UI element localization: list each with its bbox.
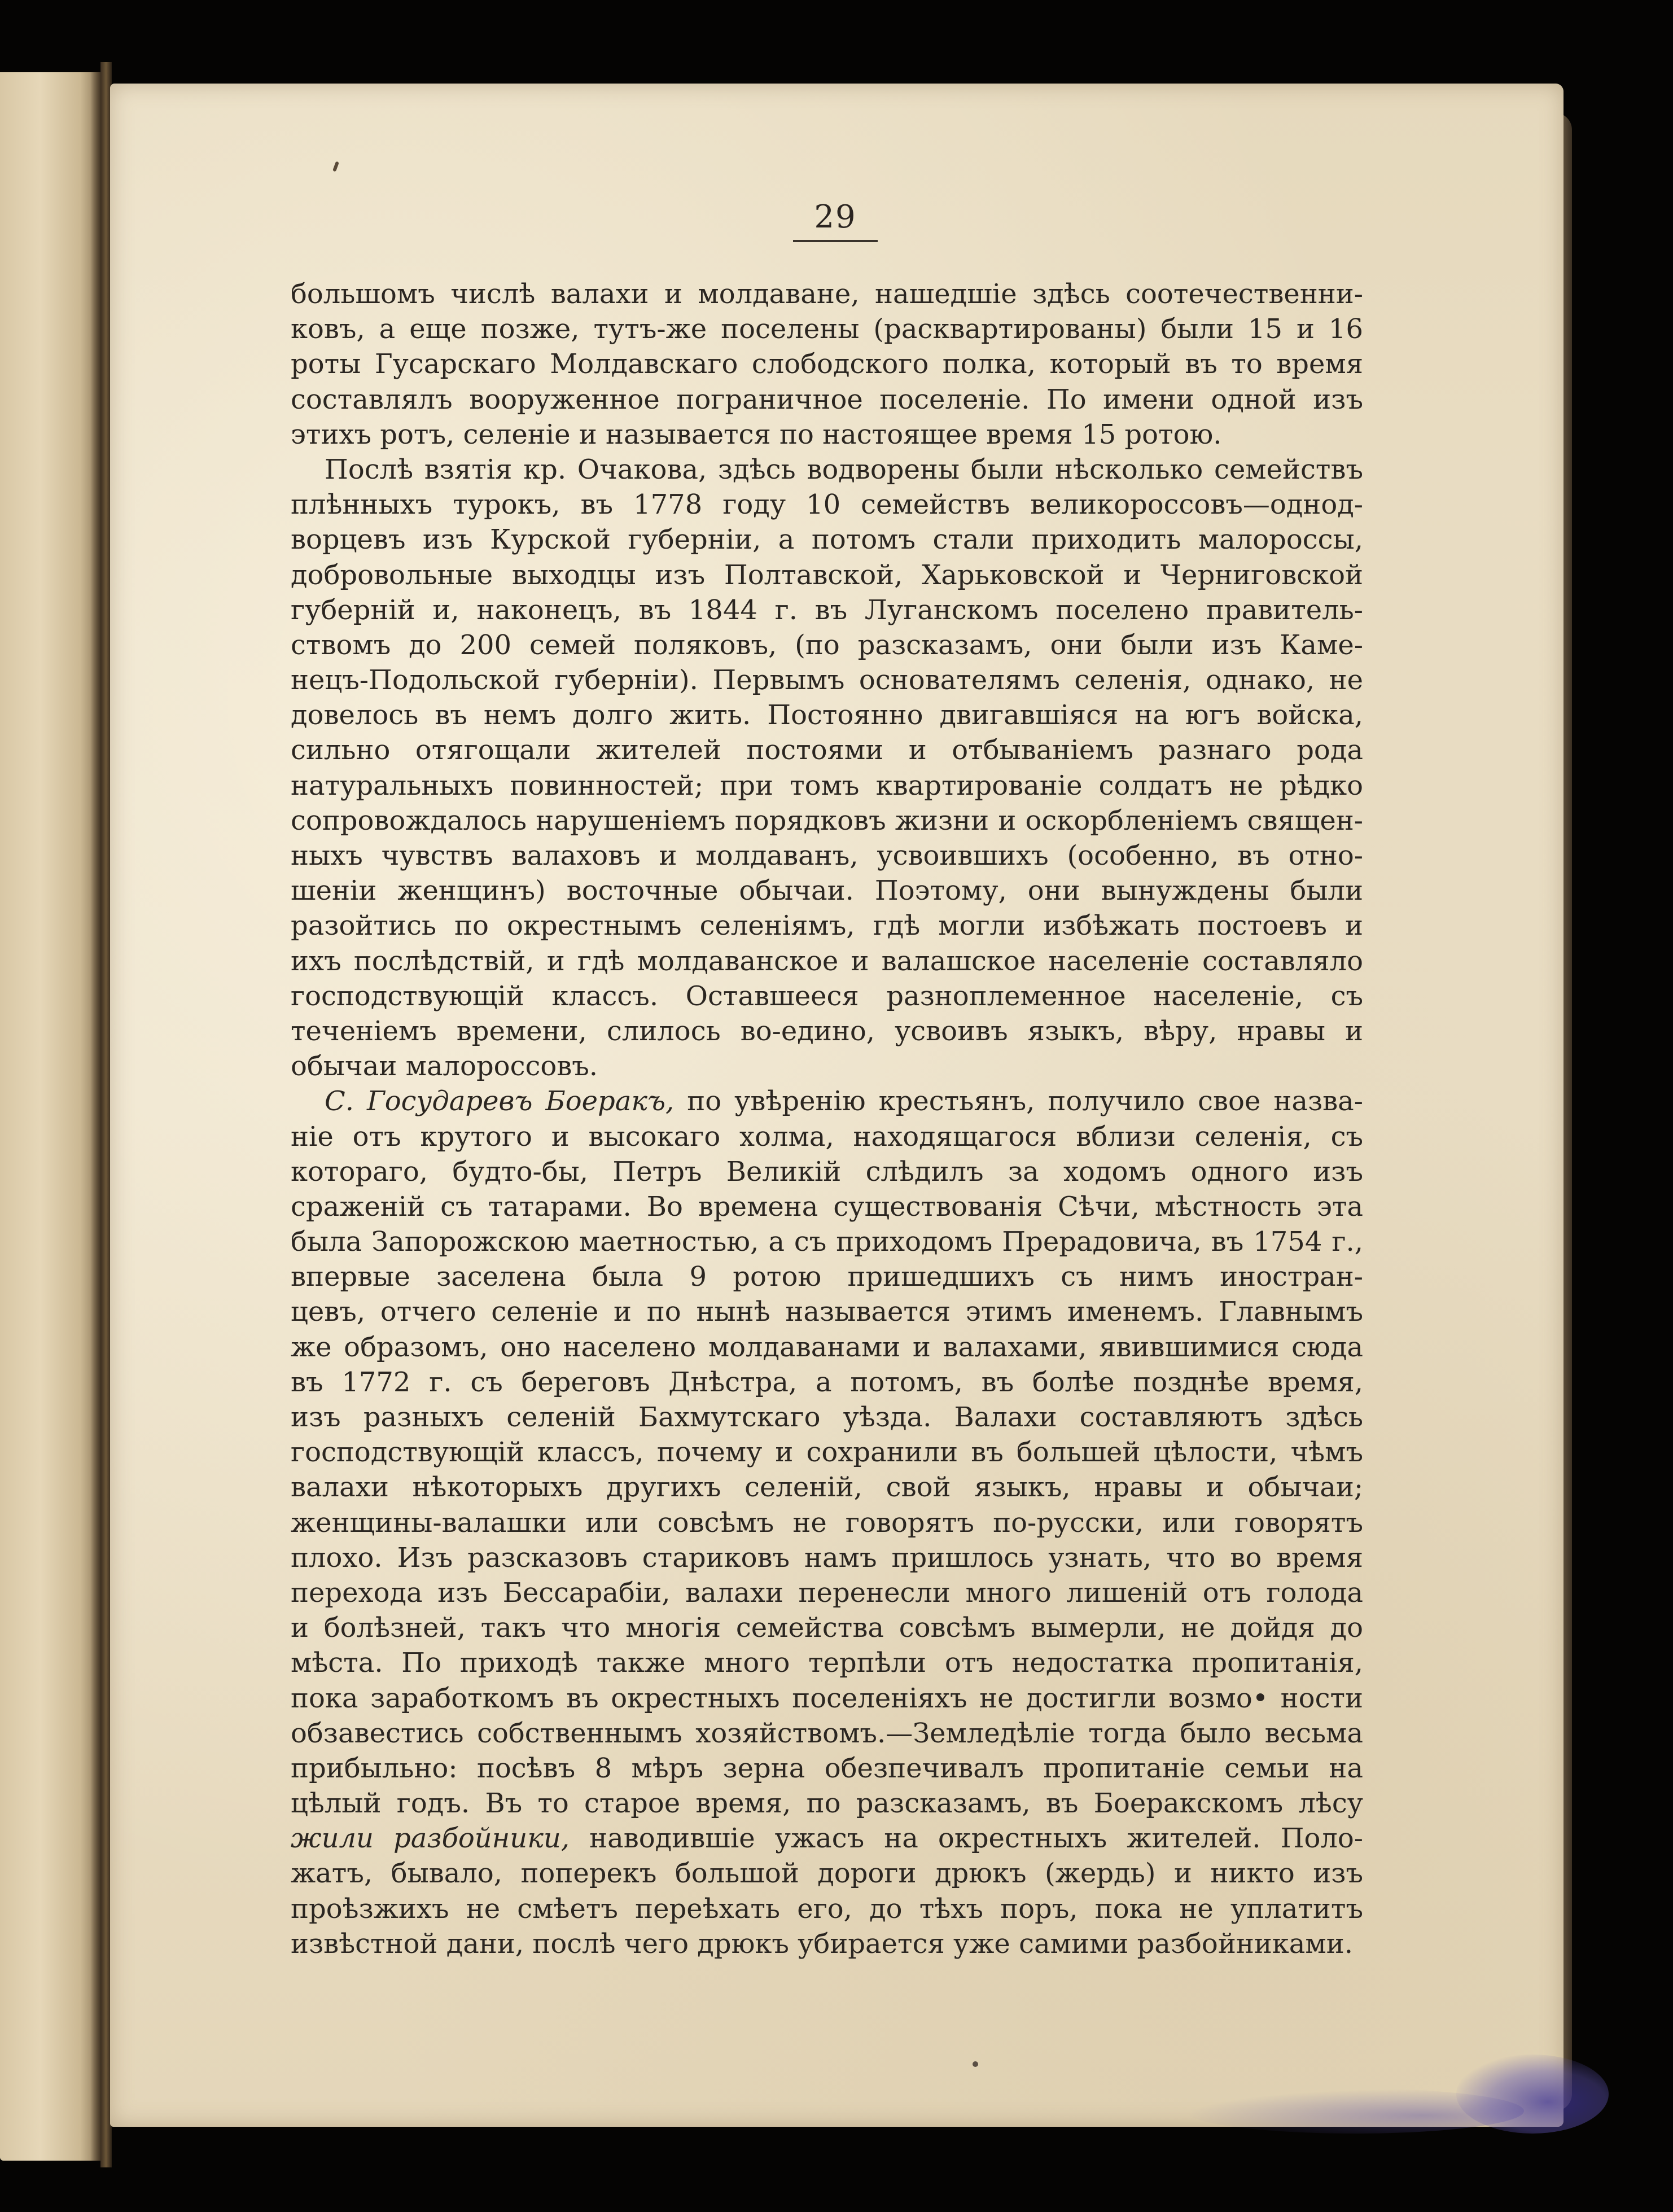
text-line (291, 733, 1363, 768)
line-text: женщины-валашки или совсѣмъ не говорятъ по-русски, или говорятъ (291, 1506, 1363, 1539)
line-text: же образомъ, оно населено молдаванами и валахами, явившимися сюда (291, 1331, 1363, 1363)
text-line (291, 1119, 1363, 1154)
text-line (291, 1294, 1363, 1329)
text-line (291, 979, 1363, 1014)
text-line (291, 1435, 1363, 1470)
text-line (291, 1084, 1363, 1119)
page-dot (973, 2061, 978, 2067)
text-line (291, 1259, 1363, 1294)
line-text: цѣлый годъ. Въ то старое время, по разсказамъ, въ Боеракскомъ лѣсу (291, 1788, 1363, 1820)
text-line (291, 1821, 1363, 1856)
text-line (291, 944, 1363, 979)
line-text: перехода изъ Бессарабіи, валахи перенесли много лишеній отъ голода (291, 1576, 1363, 1609)
text-line (291, 628, 1363, 663)
line-text: проѣзжихъ не смѣетъ переѣхать его, до тѣхъ поръ, пока не уплатитъ (291, 1893, 1363, 1925)
line-text: наводившіе ужасъ на окрестныхъ жителей. Поло- (570, 1823, 1363, 1855)
line-text: ворцевъ изъ Курской губерніи, а потомъ стали приходить малороссы, (291, 524, 1363, 556)
text-line (291, 768, 1363, 803)
line-text: обзавестись собственнымъ хозяйствомъ.—Земледѣліе тогда было весьма (291, 1717, 1363, 1749)
text-line (291, 312, 1363, 347)
line-text: нецъ-Подольской губерніи). Первымъ основателямъ селенія, однако, не (291, 664, 1363, 697)
text-line (291, 1330, 1363, 1365)
line-text: жатъ, бывало, поперекъ большой дороги дрюкъ (жердь) и никто изъ (291, 1858, 1363, 1890)
text-line (291, 838, 1363, 873)
text-line (291, 593, 1363, 628)
line-text: сраженій съ татарами. Во времена существованія Сѣчи, мѣстность эта (291, 1190, 1363, 1223)
text-line (291, 522, 1363, 557)
line-text: валахи нѣкоторыхъ другихъ селеній, свой языкъ, нравы и обычаи; (291, 1471, 1363, 1504)
line-text: и болѣзней, такъ что многія семейства совсѣмъ вымерли, не дойдя до (291, 1612, 1363, 1644)
text-line (291, 1786, 1363, 1821)
line-text: впервые заселена была 9 ротою пришедшихъ съ нимъ иностран- (291, 1261, 1363, 1293)
line-text: теченіемъ времени, слилось во-едино, усвоивъ языкъ, вѣру, нравы и (291, 1015, 1363, 1047)
ink-stain (1456, 2055, 1609, 2134)
line-text: Послѣ взятія кр. Очакова, здѣсь водворены были нѣсколько семействъ (325, 453, 1363, 485)
text-line (291, 1365, 1363, 1400)
text-line (291, 487, 1363, 522)
page-number: 29 (814, 199, 857, 235)
text-line (291, 1856, 1363, 1891)
text-line (291, 1189, 1363, 1224)
text-line (291, 1014, 1363, 1049)
text-line (291, 558, 1363, 593)
text-line (291, 873, 1363, 908)
line-text: изъ разныхъ селеній Бахмутскаго уѣзда. Валахи составляютъ здѣсь (291, 1401, 1363, 1433)
text-line (291, 1470, 1363, 1505)
text-line (291, 1716, 1363, 1751)
text-line (291, 663, 1363, 698)
line-text: по увѣренію крестьянъ, получило свое назва- (674, 1085, 1363, 1118)
left-page-edge (0, 72, 100, 2161)
line-text: ныхъ чувствъ валаховъ и молдаванъ, усвоившихъ (особенно, въ отно- (291, 840, 1363, 871)
line-text: господствующій классъ. Оставшееся разноплеменное населеніе, съ (291, 980, 1363, 1012)
line-text: ніе отъ крутого и высокаго холма, находящагося вблизи селенія, съ (291, 1120, 1363, 1153)
line-text: составлялъ вооруженное пограничное поселеніе. По имени одной изъ (291, 383, 1363, 415)
body-text (291, 277, 1363, 1961)
text-line (291, 1224, 1363, 1259)
text-line (291, 1751, 1363, 1786)
text-line (291, 452, 1363, 487)
line-text: ковъ, а еще позже, тутъ-же поселены (расквартированы) были 15 и 16 (291, 313, 1363, 345)
text-line (291, 803, 1363, 838)
text-line (291, 1645, 1363, 1680)
text-line (291, 382, 1363, 417)
line-text: извѣстной дани, послѣ чего дрюкъ убирается уже самими разбойниками. (291, 1928, 1354, 1960)
line-text: добровольные выходцы изъ Полтавской, Харьковской и Черниговской (291, 559, 1363, 591)
line-text: губерній и, наконецъ, въ 1844 г. въ Луганскомъ поселено правитель- (291, 594, 1363, 626)
text-line (291, 1505, 1363, 1540)
line-text: въ 1772 г. съ береговъ Днѣстра, а потомъ, въ болѣе позднѣе время, (291, 1366, 1363, 1398)
text-line (291, 1610, 1363, 1645)
line-text: обычаи малороссовъ. (291, 1050, 598, 1083)
text-line (291, 1681, 1363, 1716)
line-text: шеніи женщинъ) восточные обычаи. Поэтому, они вынуждены были (291, 875, 1363, 907)
line-text: довелось въ немъ долго жить. Постоянно двигавшіяся на югъ войска, (291, 699, 1363, 732)
italic-phrase: жили разбойники, (291, 1823, 570, 1855)
text-line (291, 1891, 1363, 1926)
text-line (291, 1154, 1363, 1189)
line-text: сопровождалось нарушеніемъ порядковъ жизни и оскорбленіемъ священ- (291, 804, 1363, 836)
text-line (291, 1926, 1363, 1961)
line-text: ствомъ до 200 семей поляковъ, (по разсказамъ, они были изъ Каме- (291, 629, 1363, 661)
line-text: этихъ ротъ, селеніе и называется по настоящее время 15 ротою. (291, 418, 1222, 450)
line-text: плохо. Изъ разсказовъ стариковъ намъ пришлось узнать, что во время (291, 1541, 1363, 1574)
text-line (291, 908, 1363, 943)
text-line (291, 347, 1363, 382)
line-text: плѣнныхъ турокъ, въ 1778 году 10 семействъ великороссовъ—однод- (291, 489, 1363, 521)
text-line (291, 1575, 1363, 1610)
text-line (291, 1540, 1363, 1575)
line-text: прибыльно: посѣвъ 8 мѣръ зерна обезпечивалъ пропитаніе семьи на (291, 1752, 1363, 1784)
italic-phrase: С. Государевъ Боеракъ, (325, 1085, 675, 1118)
line-text: большомъ числѣ валахи и молдаване, нашедшіе здѣсь соотечественни- (291, 278, 1363, 310)
line-text: была Запорожскою маетностью, а съ приходомъ Прерадовича, въ 1754 г., (291, 1226, 1363, 1258)
line-text: натуральныхъ повинностей; при томъ квартированіе солдатъ не рѣдко (291, 769, 1363, 801)
line-text: цевъ, отчего селеніе и по нынѣ называется этимъ именемъ. Главнымъ (291, 1296, 1363, 1328)
text-line (291, 1400, 1363, 1435)
line-text: господствующій классъ, почему и сохранили въ большей цѣлости, чѣмъ (291, 1436, 1363, 1469)
line-text: разойтись по окрестнымъ селеніямъ, гдѣ могли избѣжать постоевъ и (291, 910, 1363, 942)
line-text: мѣста. По приходѣ также много терпѣли отъ недостатка пропитанія, (291, 1647, 1363, 1679)
page-number-rule (793, 240, 878, 242)
line-text: сильно отягощали жителей постоями и отбываніемъ разнаго рода (291, 734, 1363, 766)
text-line (291, 417, 1363, 452)
text-line (291, 698, 1363, 733)
line-text: роты Гусарскаго Молдавскаго слободского полка, который въ то время (291, 348, 1363, 380)
line-text: пока заработкомъ въ окрестныхъ поселеніяхъ не достигли возмо• ности (291, 1682, 1363, 1714)
text-line (291, 277, 1363, 312)
text-line (291, 1049, 1363, 1084)
line-text: котораго, будто-бы, Петръ Великій слѣдилъ за ходомъ одного изъ (291, 1155, 1363, 1188)
line-text: ихъ послѣдствій, и гдѣ молдаванское и валашское населеніе составляло (291, 945, 1363, 977)
